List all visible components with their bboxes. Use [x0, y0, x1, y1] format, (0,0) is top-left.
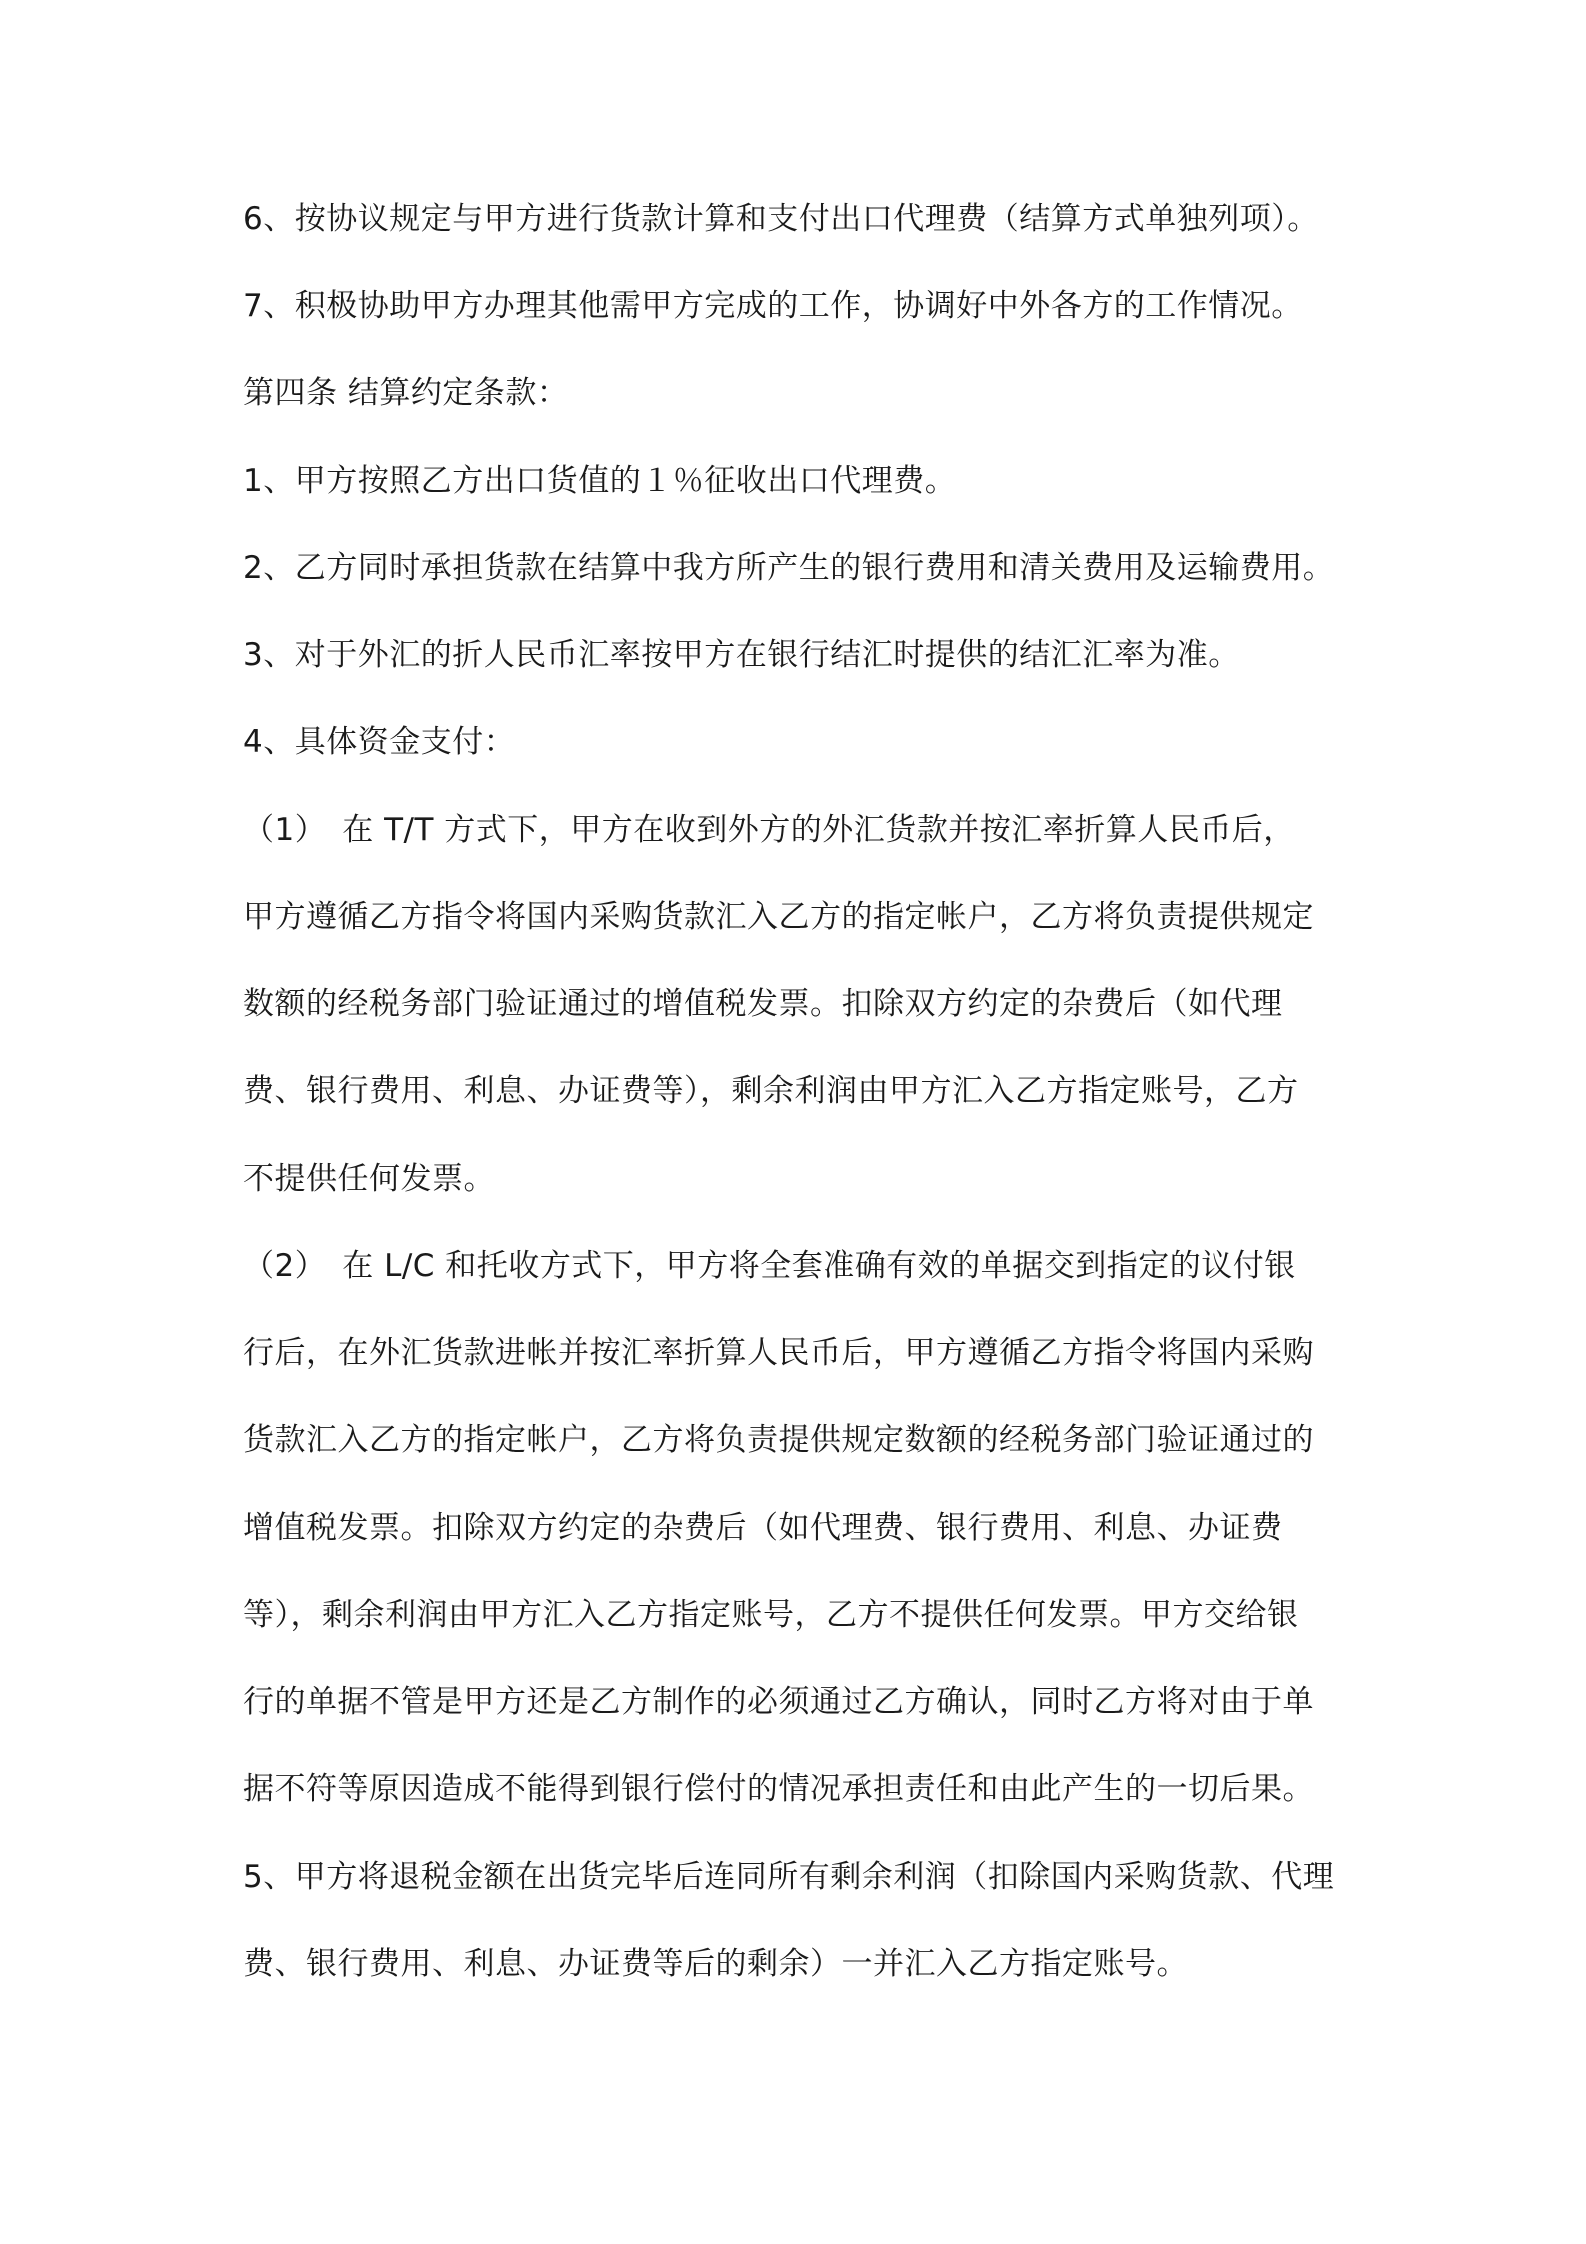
tt-paragraph-line-4: 费、银行费用、利息、办证费等），剩余利润由甲方汇入乙方指定账号，乙方	[243, 1073, 1299, 1109]
tt-paragraph-line-5: 不提供任何发票。	[243, 1161, 495, 1197]
settlement-clause-5-line-1: 5、甲方将退税金额在出货完毕后连同所有剩余利润（扣除国内采购货款、代理	[243, 1859, 1335, 1895]
lc-paragraph-line-1: （2） 在 L/C 和托收方式下，甲方将全套准确有效的单据交到指定的议付银	[243, 1248, 1296, 1284]
settlement-clause-5-line-2: 费、银行费用、利息、办证费等后的剩余）一并汇入乙方指定账号。	[243, 1946, 1188, 1982]
tt-paragraph-line-1: （1） 在 T/T 方式下，甲方在收到外方的外汇货款并按汇率折算人民币后，	[243, 812, 1295, 848]
article-4-heading: 第四条 结算约定条款：	[243, 375, 569, 411]
settlement-clause-2: 2、乙方同时承担货款在结算中我方所产生的银行费用和清关费用及运输费用。	[243, 550, 1335, 586]
tt-paragraph-line-3: 数额的经税务部门验证通过的增值税发票。扣除双方约定的杂费后（如代理	[243, 986, 1283, 1022]
tt-paragraph-line-2: 甲方遵循乙方指令将国内采购货款汇入乙方的指定帐户，乙方将负责提供规定	[243, 899, 1314, 935]
lc-paragraph-line-5: 等），剩余利润由甲方汇入乙方指定账号，乙方不提供任何发票。甲方交给银	[243, 1597, 1299, 1633]
lc-paragraph-line-4: 增值税发票。扣除双方约定的杂费后（如代理费、银行费用、利息、办证费	[243, 1510, 1283, 1546]
lc-paragraph-line-3: 货款汇入乙方的指定帐户，乙方将负责提供规定数额的经税务部门验证通过的	[243, 1422, 1314, 1458]
lc-paragraph-line-2: 行后，在外汇货款进帐并按汇率折算人民币后，甲方遵循乙方指令将国内采购	[243, 1335, 1314, 1371]
settlement-clause-1: 1、甲方按照乙方出口货值的１％征收出口代理费。	[243, 463, 957, 499]
clause-7-line: 7、积极协助甲方办理其他需甲方完成的工作，协调好中外各方的工作情况。	[243, 288, 1303, 324]
clause-6-line: 6、按协议规定与甲方进行货款计算和支付出口代理费（结算方式单独列项）。	[243, 201, 1319, 237]
settlement-clause-3: 3、对于外汇的折人民币汇率按甲方在银行结汇时提供的结汇汇率为准。	[243, 637, 1240, 673]
lc-paragraph-line-6: 行的单据不管是甲方还是乙方制作的必须通过乙方确认，同时乙方将对由于单	[243, 1684, 1314, 1720]
lc-paragraph-line-7: 据不符等原因造成不能得到银行偿付的情况承担责任和由此产生的一切后果。	[243, 1771, 1314, 1807]
settlement-clause-4: 4、具体资金支付：	[243, 724, 516, 760]
